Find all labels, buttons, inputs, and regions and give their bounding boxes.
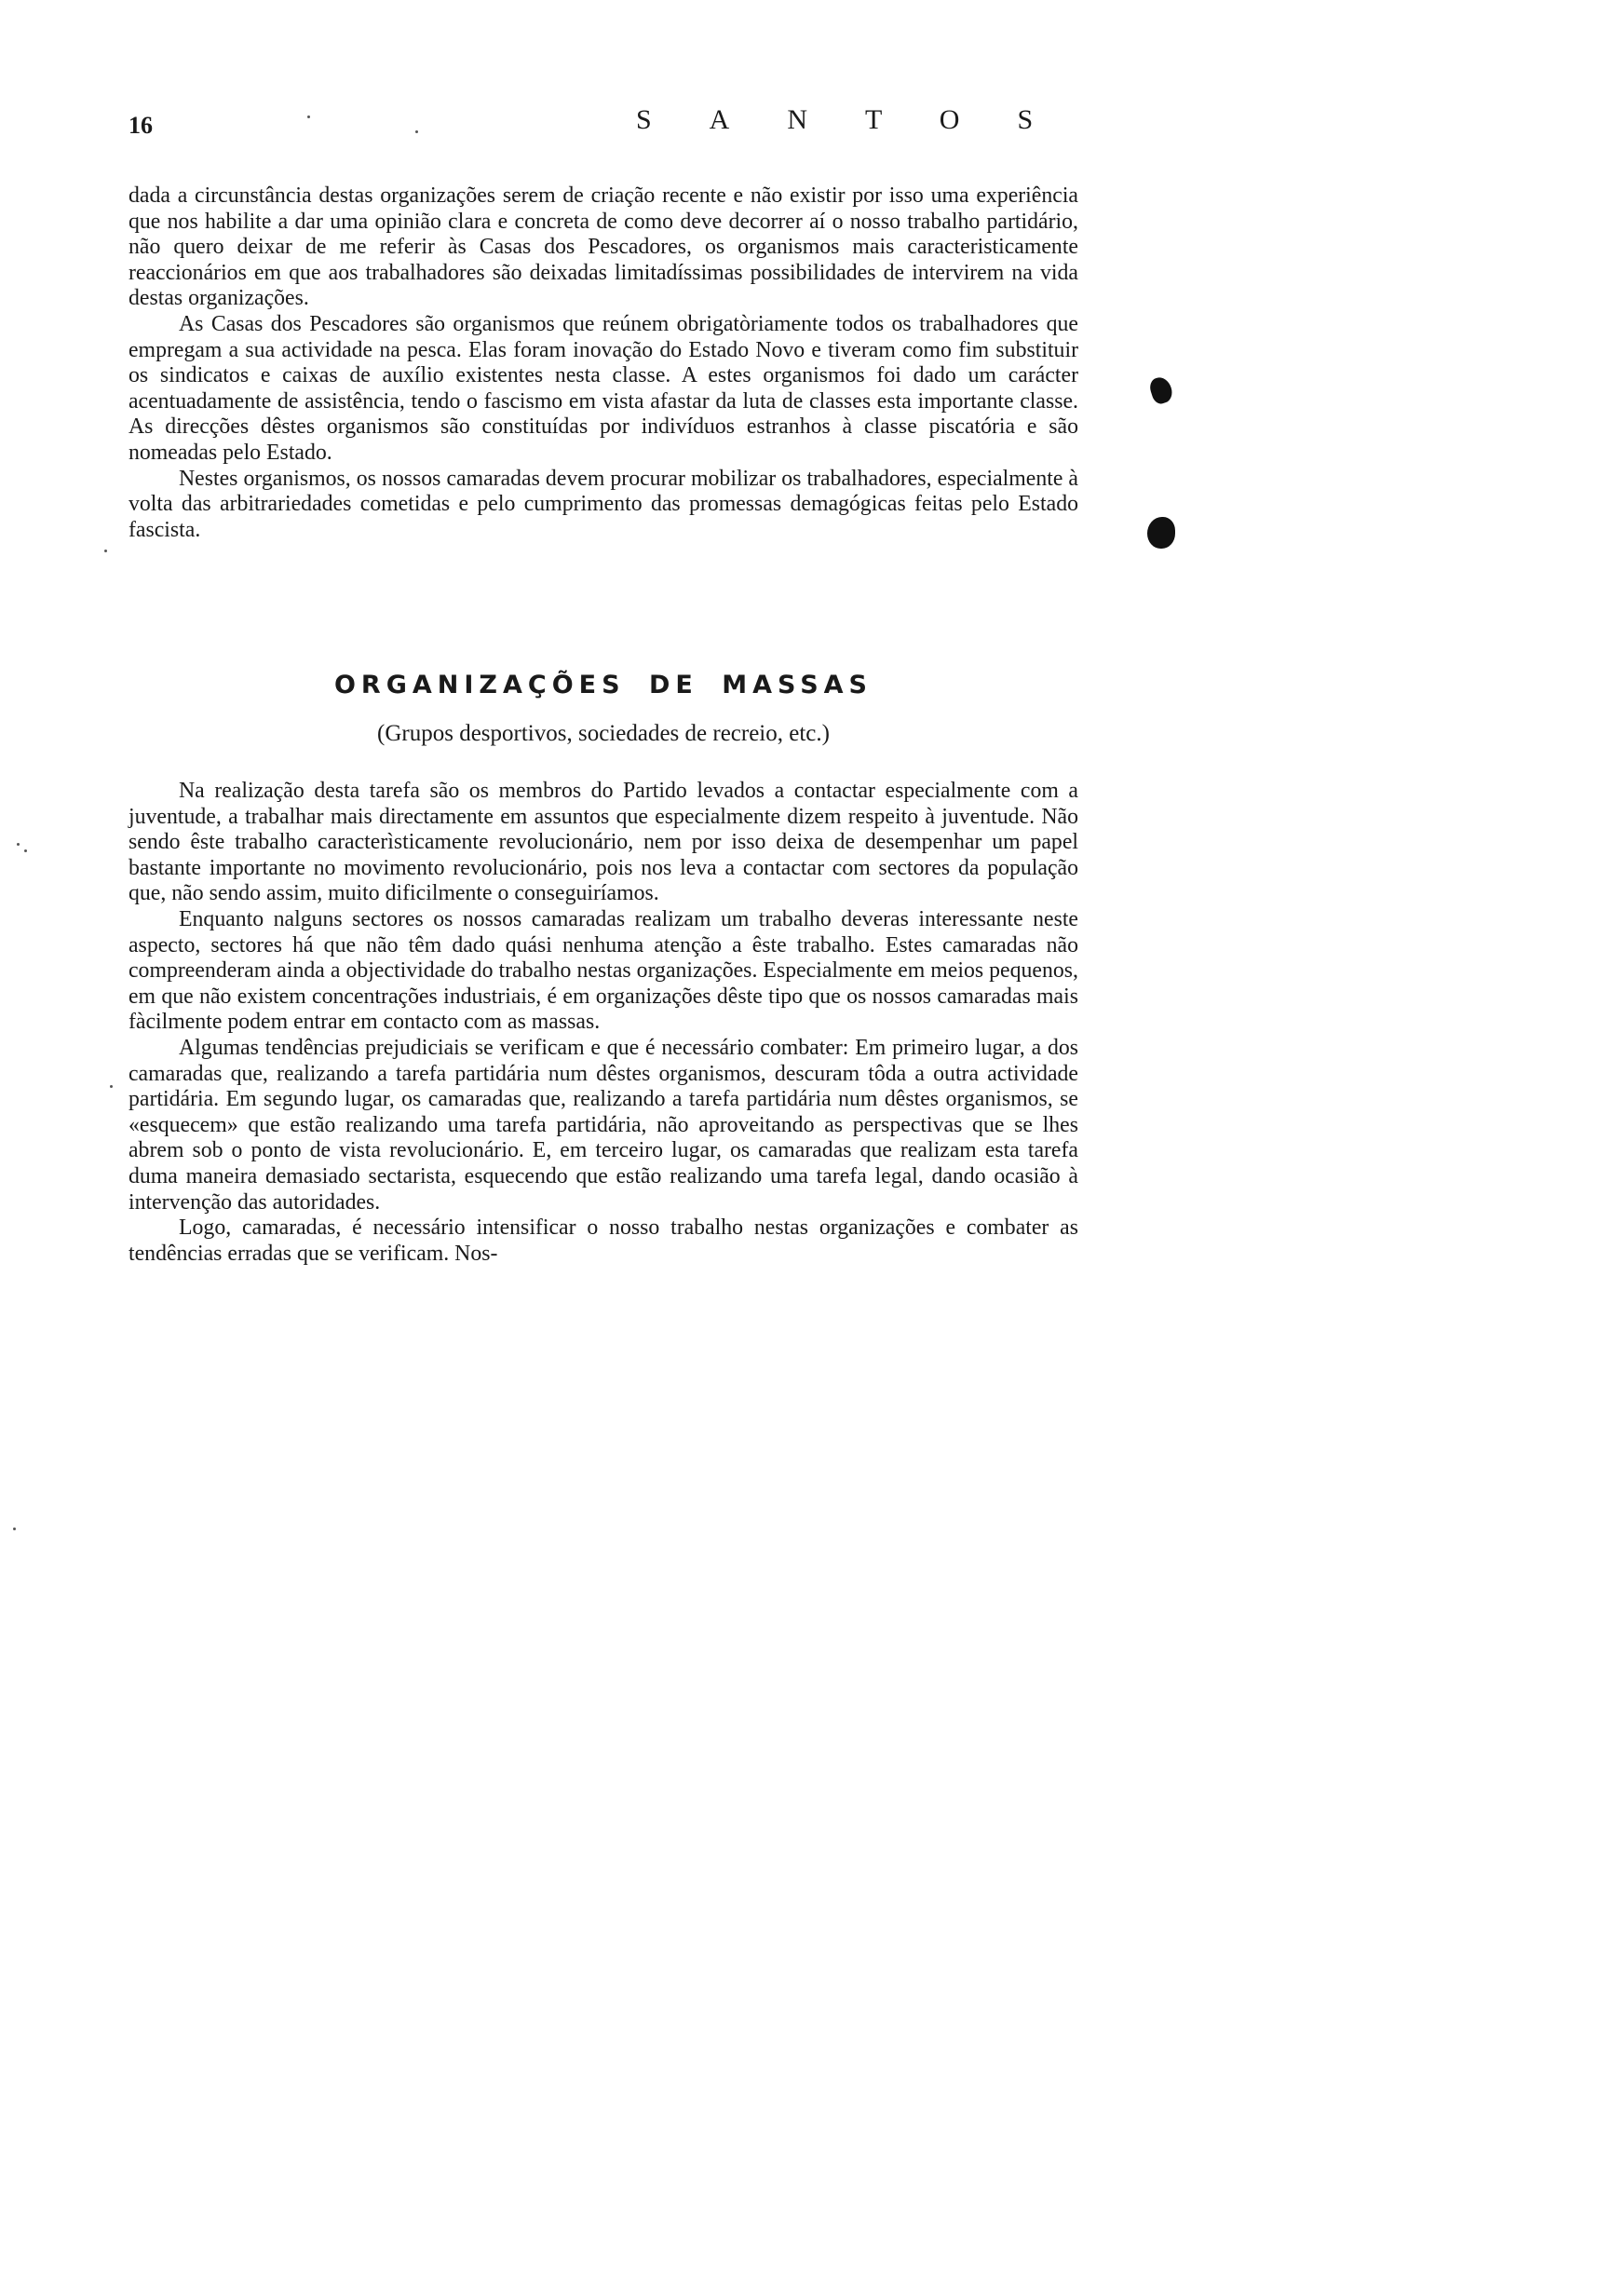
scan-speck [24, 849, 27, 852]
body-text-section-1 [129, 183, 1078, 543]
section-subheading: (Grupos desportivos, sociedades de recreio, etc.) [377, 721, 830, 746]
paragraph: Enquanto nalguns sectores os nossos camaradas realizam um trabalho deveras interessante neste aspecto, sectores há que não têm dado quási nenhuma atenção a êste trabalho. Estes camaradas não compreenderam ainda a objectividade do trabalho nestas organizações. Especialmente em meios pequenos, em que não existem concentrações industriais, é em organizações dêste tipo que os nossos camaradas mais fàcilmente podem entrar em contacto com as massas. [129, 906, 1078, 1035]
scan-speck [13, 1528, 16, 1530]
scan-speck [415, 130, 418, 133]
paragraph: Nestes organismos, os nossos camaradas devem procurar mobilizar os trabalhadores, especialmente à volta das arbitrariedades cometidas e pelo cumprimento das promessas demagógicas feitas pelo Estado fascista. [129, 466, 1078, 542]
paragraph: dada a circunstância destas organizações serem de criação recente e não existir por isso uma experiência que nos habilite a dar uma opinião clara e concreta de como deve decorrer aí o nosso trabalho partidário, não quero deixar de me referir às Casas dos Pescadores, os organismos mais caracteristicamente reaccionários em que aos trabalhadores são deixadas limitadíssimas possibilidades de intervirem na vida destas organizações. [129, 183, 1078, 311]
running-head [129, 104, 1091, 142]
ink-blot [1147, 517, 1175, 549]
page-number: 16 [129, 112, 153, 139]
ink-blot [1147, 374, 1175, 405]
paragraph: Algumas tendências prejudiciais se verificam e que é necessário combater: Em primeiro lugar, a dos camaradas que, realizando a tarefa partidária num dêstes organismos, descuram tôda a outra actividade partidária. Em segundo lugar, os camaradas que, realizando a tarefa partidária num dêstes organismos, se «esquecem» que estão realizando uma tarefa partidária, não aproveitando as perspectivas que se lhes abrem sob o ponto de vista revolucionário. E, em terceiro lugar, os camaradas que realizam esta tarefa duma maneira demasiado sectarista, esquecendo que estão realizando uma tarefa legal, dando ocasião à intervenção das autoridades. [129, 1035, 1078, 1215]
paragraph: As Casas dos Pescadores são organismos que reúnem obrigatòriamente todos os trabalhadores que empregam a sua actividade na pesca. Elas foram inovação do Estado Novo e tiveram como fim substituir os sindicatos e caixas de auxílio existentes nesta classe. A estes organismos foi dado um carácter acentuadamente de assistência, tendo o fascismo em vista afastar da luta de classes esta importante classe. As direcções dêstes organismos são constituídas por indivíduos estranhos à classe piscatória e são nomeadas pelo Estado. [129, 311, 1078, 465]
scan-speck [17, 843, 20, 846]
section-heading: ORGANIZAÇÕES DE MASSAS [333, 671, 873, 699]
scan-speck [307, 115, 310, 118]
paragraph: Logo, camaradas, é necessário intensificar o nosso trabalho nestas organizações e combater as tendências erradas que se verificam. Nos- [129, 1215, 1078, 1266]
scan-speck [110, 1085, 113, 1088]
paragraph: Na realização desta tarefa são os membros do Partido levados a contactar especialmente com a juventude, a trabalhar mais directamente em assuntos que especialmente dizem respeito à juventude. Não sendo êste trabalho caracterìsticamente revolucionário, nem por isso deixa de desempenhar um papel bastante importante no movimento revolucionário, pois nos leva a contactar com sectores da população que, não sendo assim, muito dificilmente o conseguiríamos. [129, 779, 1078, 906]
running-title: SANTOS [636, 104, 1091, 135]
scan-speck [104, 550, 107, 552]
body-text-section-2 [129, 779, 1078, 1267]
